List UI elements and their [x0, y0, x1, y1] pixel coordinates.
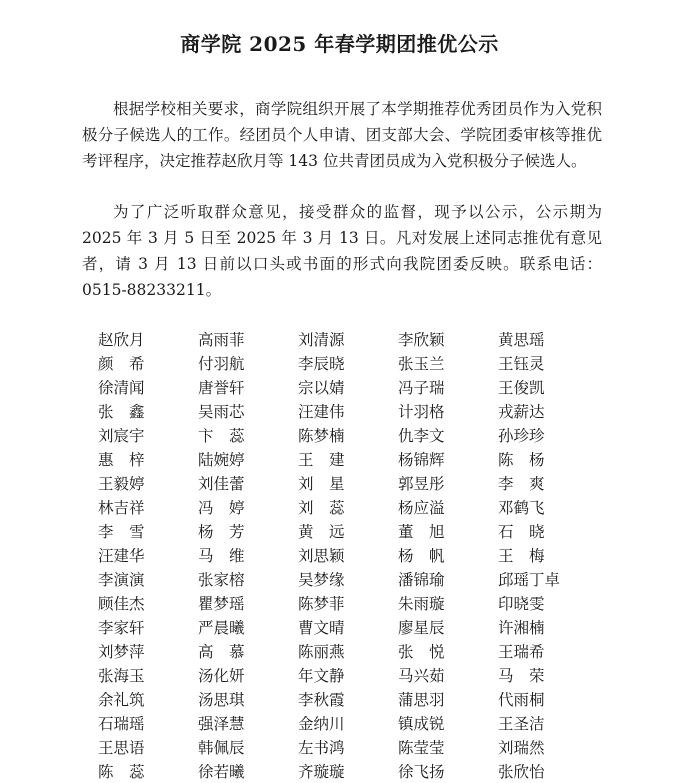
name-cell: 刘思颖	[298, 547, 345, 565]
name-row	[98, 567, 598, 591]
name-cell: 王瑞希	[498, 643, 545, 661]
name-cell: 李 爽	[498, 475, 545, 493]
name-cell: 陈 蕊	[98, 763, 145, 781]
name-cell: 顾佳杰	[98, 595, 145, 613]
name-row	[98, 351, 598, 375]
name-cell: 廖星辰	[398, 619, 445, 637]
name-cell: 仇李文	[398, 427, 445, 445]
name-cell: 瞿梦瑶	[198, 595, 245, 613]
name-cell: 刘佳蕾	[198, 475, 245, 493]
name-cell: 付羽航	[198, 355, 245, 373]
name-cell: 杨 帆	[398, 547, 445, 565]
name-row	[98, 615, 598, 639]
name-cell: 刘 蕊	[298, 499, 345, 517]
name-row	[98, 327, 598, 351]
name-cell: 汤思琪	[198, 691, 245, 709]
name-cell: 印晓雯	[498, 595, 545, 613]
name-cell: 石 晓	[498, 523, 545, 541]
name-cell: 张 鑫	[98, 403, 145, 421]
document-title: 商学院 2025 年春学期团推优公示	[180, 32, 499, 56]
name-cell: 李家轩	[98, 619, 145, 637]
name-cell: 汪建伟	[298, 403, 345, 421]
name-cell: 马 维	[198, 547, 245, 565]
name-cell: 严晨曦	[198, 619, 245, 637]
name-cell: 王俊凯	[498, 379, 545, 397]
name-cell: 李 雪	[98, 523, 145, 541]
name-cell: 宗以婧	[298, 379, 345, 397]
name-cell: 左书鸿	[298, 739, 345, 757]
name-cell: 朱雨璇	[398, 595, 445, 613]
name-cell: 张 悦	[398, 643, 445, 661]
name-cell: 石瑞瑶	[98, 715, 145, 733]
name-cell: 王 梅	[498, 547, 545, 565]
name-cell: 代雨桐	[498, 691, 545, 709]
name-cell: 年文静	[298, 667, 345, 685]
name-cell: 徐飞扬	[398, 763, 445, 781]
name-cell: 汤化妍	[198, 667, 245, 685]
name-cell: 陆婉婷	[198, 451, 245, 469]
paragraph-publicity: 为了广泛听取群众意见，接受群众的监督，现予以公示，公示期为 2025 年 3 月 5 日至 2025 年 3 月 13 日。凡对发展上述同志推优有意见者，请 3 月 13 日前以口头或书面的形式向我院团委反映。联系电话：0515-88233211。	[82, 203, 602, 299]
name-cell: 卞 蕊	[198, 427, 245, 445]
name-row	[98, 519, 598, 543]
name-cell: 吴梦缘	[298, 571, 345, 589]
name-row	[98, 495, 598, 519]
name-cell: 刘宸宇	[98, 427, 145, 445]
name-cell: 陈梦楠	[298, 427, 345, 445]
name-cell: 张玉兰	[398, 355, 445, 373]
name-cell: 王毅婷	[98, 475, 145, 493]
paragraph-intro: 根据学校相关要求，商学院组织开展了本学期推荐优秀团员作为入党积极分子候选人的工作。经团员个人申请、团支部大会、学院团委审核等推优考评程序，决定推荐赵欣月等 143 位共青团员成为入党积极分子候选人。	[82, 100, 602, 170]
name-cell: 李演演	[98, 571, 145, 589]
name-cell: 高 慕	[198, 643, 245, 661]
name-row	[98, 471, 598, 495]
name-cell: 徐清闻	[98, 379, 145, 397]
name-cell: 王 建	[298, 451, 345, 469]
name-row	[98, 591, 598, 615]
name-cell: 曹文晴	[298, 619, 345, 637]
name-cell: 金纳川	[298, 715, 345, 733]
name-cell: 计羽格	[398, 403, 445, 421]
name-cell: 刘梦萍	[98, 643, 145, 661]
name-cell: 李秋霞	[298, 691, 345, 709]
name-cell: 蒲思羽	[398, 691, 445, 709]
name-cell: 高雨菲	[198, 331, 245, 349]
name-cell: 黄 远	[298, 523, 345, 541]
name-cell: 惠 梓	[98, 451, 145, 469]
name-cell: 张欣怡	[498, 763, 545, 781]
name-cell: 王思语	[98, 739, 145, 757]
name-cell: 潘锦瑜	[398, 571, 445, 589]
name-cell: 陈丽燕	[298, 643, 345, 661]
name-row	[98, 735, 598, 759]
name-cell: 齐璇璇	[298, 763, 345, 781]
name-cell: 汪建华	[98, 547, 145, 565]
name-cell: 杨应溢	[398, 499, 445, 517]
name-cell: 刘瑞然	[498, 739, 545, 757]
name-cell: 刘清源	[298, 331, 345, 349]
name-cell: 颜 希	[98, 355, 145, 373]
name-cell: 张家榕	[198, 571, 245, 589]
name-row	[98, 543, 598, 567]
name-cell: 郭昱彤	[398, 475, 445, 493]
name-row	[98, 399, 598, 423]
name-cell: 陈莹莹	[398, 739, 445, 757]
name-cell: 李欣颖	[398, 331, 445, 349]
name-cell: 林吉祥	[98, 499, 145, 517]
name-cell: 许湘楠	[498, 619, 545, 637]
name-cell: 杨 芳	[198, 523, 245, 541]
name-cell: 王钰灵	[498, 355, 545, 373]
name-cell: 冯 婷	[198, 499, 245, 517]
name-cell: 镇成锐	[398, 715, 445, 733]
name-cell: 徐若曦	[198, 763, 245, 781]
name-cell: 韩佩辰	[198, 739, 245, 757]
name-cell: 董 旭	[398, 523, 445, 541]
name-row	[98, 423, 598, 447]
name-row	[98, 759, 598, 783]
name-row	[98, 639, 598, 663]
name-row	[98, 687, 598, 711]
name-cell: 陈 杨	[498, 451, 545, 469]
name-cell: 王圣洁	[498, 715, 545, 733]
name-cell: 黄思瑶	[498, 331, 545, 349]
name-cell: 邱瑶丁卓	[498, 571, 561, 589]
name-cell: 吴雨芯	[198, 403, 245, 421]
name-cell: 赵欣月	[98, 331, 145, 349]
name-cell: 马 荣	[498, 667, 545, 685]
name-cell: 余礼筑	[98, 691, 145, 709]
name-cell: 冯子瑞	[398, 379, 445, 397]
name-cell: 张海玉	[98, 667, 145, 685]
name-cell: 陈梦菲	[298, 595, 345, 613]
name-cell: 强泽慧	[198, 715, 245, 733]
name-row	[98, 711, 598, 735]
name-cell: 孙珍珍	[498, 427, 545, 445]
name-row	[98, 447, 598, 471]
name-cell: 唐誉轩	[198, 379, 245, 397]
names-list	[98, 327, 598, 783]
name-cell: 刘 星	[298, 475, 345, 493]
name-cell: 李辰晓	[298, 355, 345, 373]
name-row	[98, 663, 598, 687]
name-row	[98, 375, 598, 399]
name-cell: 邓鹤飞	[498, 499, 545, 517]
name-cell: 戎薪达	[498, 403, 545, 421]
name-cell: 杨锦辉	[398, 451, 445, 469]
name-cell: 马兴茹	[398, 667, 445, 685]
